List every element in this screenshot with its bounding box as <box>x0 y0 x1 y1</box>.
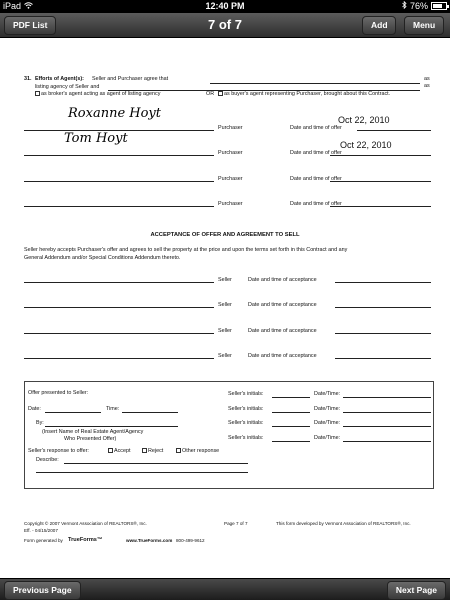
accept-option[interactable]: Accept <box>108 448 130 454</box>
previous-page-button[interactable]: Previous Page <box>4 581 81 600</box>
add-button[interactable]: Add <box>362 16 396 35</box>
sellers-initials-label: Seller's initials: <box>228 435 264 441</box>
date-offer-label: Date and time of offer <box>290 201 342 207</box>
insert-name-note-2: Who Presented Offer) <box>64 436 117 442</box>
date-accept-label: Date and time of acceptance <box>248 277 317 283</box>
describe-line-1[interactable] <box>64 463 248 464</box>
presented-time-line[interactable] <box>122 412 178 413</box>
as-text-1: as <box>424 76 430 82</box>
describe-label: Describe: <box>36 457 59 463</box>
checkbox[interactable] <box>176 448 181 453</box>
battery-icon <box>431 2 447 10</box>
offer-date-2: Oct 22, 2010 <box>340 140 392 150</box>
offer-date-line-3[interactable] <box>330 181 431 182</box>
seller-label: Seller <box>218 302 232 308</box>
purchaser-line-2[interactable] <box>24 155 214 156</box>
menu-button[interactable]: Menu <box>404 16 444 35</box>
option-buyer-agent[interactable]: as buyer's agent representing Purchaser, brought about this Contract. <box>218 91 390 97</box>
datetime-line-1[interactable] <box>343 397 431 398</box>
purchaser-signature-2: Tom Hoyt <box>64 131 128 146</box>
accept-date-line-2[interactable] <box>335 307 431 308</box>
initials-line-1[interactable] <box>272 397 310 398</box>
date-accept-label: Date and time of acceptance <box>248 328 317 334</box>
datetime-line-2[interactable] <box>343 412 431 413</box>
sellers-initials-label: Seller's initials: <box>228 391 264 397</box>
section-number: 31. <box>24 76 32 82</box>
section-text: Seller and Purchaser agree that <box>92 76 169 82</box>
seller-line-2[interactable] <box>24 307 214 308</box>
datetime-label: Date/Time: <box>314 420 341 426</box>
purchaser-signature-1: Roxanne Hoyt <box>68 106 161 121</box>
device-label: iPad <box>3 1 22 11</box>
datetime-line-3[interactable] <box>343 426 431 427</box>
phone-text: 800-499-9612 <box>176 538 205 543</box>
initials-line-3[interactable] <box>272 426 310 427</box>
time-label: Time: <box>106 406 120 412</box>
seller-label: Seller <box>218 353 232 359</box>
accept-date-line-1[interactable] <box>335 282 431 283</box>
checkbox[interactable] <box>218 91 223 96</box>
next-page-button[interactable]: Next Page <box>387 581 446 600</box>
bottom-toolbar <box>0 578 450 600</box>
agency-line-1[interactable] <box>210 83 420 84</box>
seller-label: Seller <box>218 277 232 283</box>
option-broker-agent[interactable]: as broker's agent acting as agent of listing agency <box>35 91 160 97</box>
seller-label: Seller <box>218 328 232 334</box>
navigation-bar <box>0 13 450 38</box>
purchaser-label: Purchaser <box>218 176 243 182</box>
initials-line-2[interactable] <box>272 412 310 413</box>
sellers-initials-label: Seller's initials: <box>228 406 264 412</box>
offer-date-line-4[interactable] <box>330 206 431 207</box>
trueforms-logo: TrueForms™ <box>68 537 103 543</box>
sellers-initials-label: Seller's initials: <box>228 420 264 426</box>
offer-date-1: Oct 22, 2010 <box>338 115 390 125</box>
seller-line-4[interactable] <box>24 358 214 359</box>
seller-line-1[interactable] <box>24 282 214 283</box>
checkbox[interactable] <box>142 448 147 453</box>
date-offer-label: Date and time of offer <box>290 125 342 131</box>
website-text: www.TrueForms.com <box>126 538 173 543</box>
developed-by-text: This form developed by Vermont Association of REALTORS®, Inc. <box>276 521 411 526</box>
datetime-label: Date/Time: <box>314 391 341 397</box>
response-label: Seller's response to offer: <box>28 448 89 454</box>
date-label: Date: <box>28 406 41 412</box>
bluetooth-icon <box>402 1 407 11</box>
acceptance-text-2: General Addendum and/or Special Conditions Addendum thereto. <box>24 255 181 261</box>
date-accept-label: Date and time of acceptance <box>248 353 317 359</box>
generated-by-text: Form generated by <box>24 538 63 543</box>
checkbox[interactable] <box>108 448 113 453</box>
section-text-line2: listing agency of Seller and <box>35 84 100 90</box>
presented-date-line[interactable] <box>45 412 101 413</box>
page-title: 7 of 7 <box>208 17 242 32</box>
checkbox[interactable] <box>35 91 40 96</box>
effective-date: Eff. - 04/15/2007 <box>24 528 58 533</box>
section-title: Efforts of Agent(s): <box>35 76 84 82</box>
purchaser-line-1[interactable] <box>24 130 214 131</box>
datetime-label: Date/Time: <box>314 406 341 412</box>
reject-option[interactable]: Reject <box>142 448 163 454</box>
date-accept-label: Date and time of acceptance <box>248 302 317 308</box>
describe-line-2[interactable] <box>36 472 248 473</box>
purchaser-label: Purchaser <box>218 150 243 156</box>
offer-presented-label: Offer presented to Seller: <box>28 390 89 396</box>
pdf-list-button[interactable]: PDF List <box>4 16 56 35</box>
offer-date-line-1[interactable] <box>357 130 431 131</box>
other-response-option[interactable]: Other response <box>176 448 219 454</box>
by-label: By: <box>36 420 44 426</box>
purchaser-line-3[interactable] <box>24 181 214 182</box>
purchaser-label: Purchaser <box>218 125 243 131</box>
accept-date-line-3[interactable] <box>335 333 431 334</box>
initials-line-4[interactable] <box>272 441 310 442</box>
datetime-line-4[interactable] <box>343 441 431 442</box>
purchaser-line-4[interactable] <box>24 206 214 207</box>
datetime-label: Date/Time: <box>314 435 341 441</box>
status-bar <box>0 0 450 13</box>
pdf-page[interactable] <box>0 38 450 578</box>
accept-date-line-4[interactable] <box>335 358 431 359</box>
insert-name-note-1: (Insert Name of Real Estate Agent/Agency <box>42 429 144 435</box>
seller-line-3[interactable] <box>24 333 214 334</box>
purchaser-label: Purchaser <box>218 201 243 207</box>
acceptance-text-1: Seller hereby accepts Purchaser's offer and agrees to sell the property at the price and upon the terms set forth in this Contract and any <box>24 247 348 253</box>
battery-percent: 76% <box>409 1 428 11</box>
offer-date-line-2[interactable] <box>330 155 431 156</box>
page-number: Page 7 of 7 <box>224 521 248 526</box>
as-text-2: as <box>424 83 430 89</box>
or-text: OR <box>206 91 215 97</box>
acceptance-heading: ACCEPTANCE OF OFFER AND AGREEMENT TO SELL <box>150 232 300 238</box>
clock: 12:40 PM <box>205 1 245 11</box>
copyright-text: Copyright © 2007 Vermont Association of REALTORS®, Inc. <box>24 521 147 526</box>
date-offer-label: Date and time of offer <box>290 150 342 156</box>
presented-by-line[interactable] <box>45 426 178 427</box>
date-offer-label: Date and time of offer <box>290 176 342 182</box>
